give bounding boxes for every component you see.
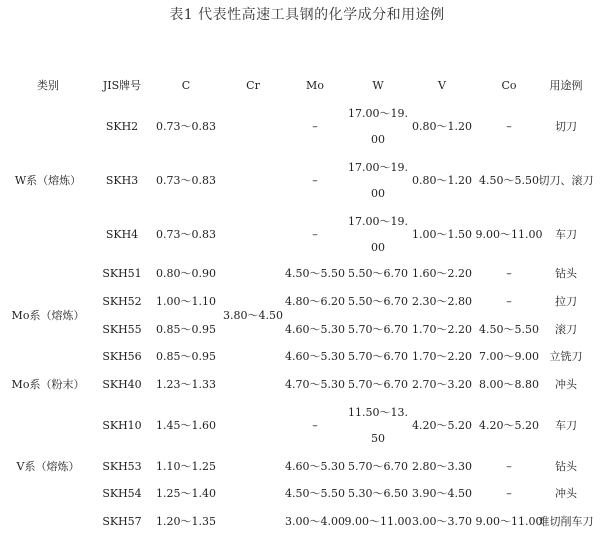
c-cell: 1.00～1.10: [156, 295, 216, 308]
mo-cell: –: [312, 120, 318, 133]
v-cell: 2.80～3.30: [412, 460, 472, 473]
grade-cell: SKH52: [102, 295, 142, 308]
v-cell: 1.70～2.20: [412, 350, 472, 363]
w-cell: 5.30～6.50: [348, 487, 408, 500]
v-cell: 4.20～5.20: [412, 419, 472, 432]
co-cell: 9.00～11.00: [475, 228, 543, 241]
w-cell: 5.70～6.70: [348, 460, 408, 473]
w-cell: 5.70～6.70: [348, 323, 408, 336]
column-header: JIS牌号: [102, 79, 142, 92]
c-cell: 0.85～0.95: [156, 323, 216, 336]
co-cell: –: [506, 460, 512, 473]
column-header: Cr: [246, 79, 260, 92]
use-cell: 钻头: [555, 460, 577, 473]
column-header: 用途例: [549, 79, 583, 92]
column-header: W: [372, 79, 384, 92]
v-cell: 1.00～1.50: [412, 228, 472, 241]
c-cell: 1.10～1.25: [156, 460, 216, 473]
w-cell: 17.00～19.00: [348, 215, 408, 254]
co-cell: 8.00～8.80: [479, 378, 539, 391]
v-cell: 0.80～1.20: [412, 174, 472, 187]
use-cell: 切刀: [555, 120, 577, 133]
grade-cell: SKH57: [102, 515, 142, 528]
category-label: V系（熔炼）: [16, 460, 80, 473]
use-cell: 切刀、滚刀: [538, 174, 594, 187]
use-cell: 车刀: [555, 419, 577, 432]
c-cell: 1.23～1.33: [156, 378, 216, 391]
mo-cell: 4.80～6.20: [285, 295, 345, 308]
mo-cell: 4.60～5.30: [285, 323, 345, 336]
c-cell: 0.85～0.95: [156, 350, 216, 363]
w-cell: 11.50～13.50: [348, 406, 408, 445]
grade-cell: SKH55: [102, 323, 142, 336]
use-cell: 车刀: [555, 228, 577, 241]
co-cell: 7.00～9.00: [479, 350, 539, 363]
mo-cell: 4.50～5.50: [285, 267, 345, 280]
cr-value: 3.80～4.50: [223, 309, 283, 322]
use-cell: 立铣刀: [549, 350, 583, 363]
v-cell: 0.80～1.20: [412, 120, 472, 133]
column-header: Mo: [306, 79, 324, 92]
use-cell: 冲头: [555, 487, 577, 500]
c-cell: 0.73～0.83: [156, 228, 216, 241]
co-cell: –: [506, 487, 512, 500]
column-header: V: [438, 79, 446, 92]
w-cell: 17.00～19.00: [348, 161, 408, 200]
mo-cell: 4.60～5.30: [285, 460, 345, 473]
c-cell: 1.45～1.60: [156, 419, 216, 432]
w-cell: 5.50～6.70: [348, 295, 408, 308]
w-cell: 5.70～6.70: [348, 378, 408, 391]
co-cell: –: [506, 120, 512, 133]
mo-cell: –: [312, 174, 318, 187]
grade-cell: SKH40: [102, 378, 142, 391]
w-cell: 5.70～6.70: [348, 350, 408, 363]
grade-cell: SKH51: [102, 267, 142, 280]
co-cell: 4.50～5.50: [479, 174, 539, 187]
co-cell: 9.00～11.00: [475, 515, 543, 528]
co-cell: –: [506, 267, 512, 280]
mo-cell: 4.70～5.30: [285, 378, 345, 391]
column-header: C: [181, 79, 191, 92]
co-cell: 4.20～5.20: [479, 419, 539, 432]
c-cell: 1.25～1.40: [156, 487, 216, 500]
category-label: Mo系（粉末）: [11, 378, 85, 391]
category-label: Mo系（熔炼）: [11, 309, 85, 322]
mo-cell: –: [312, 419, 318, 432]
mo-cell: 4.50～5.50: [285, 487, 345, 500]
c-cell: 0.80～0.90: [156, 267, 216, 280]
grade-cell: SKH3: [105, 174, 139, 187]
use-cell: 冲头: [555, 378, 577, 391]
co-cell: –: [506, 295, 512, 308]
v-cell: 3.90～4.50: [412, 487, 472, 500]
mo-cell: 3.00～4.00: [285, 515, 345, 528]
v-cell: 3.00～3.70: [412, 515, 472, 528]
grade-cell: SKH4: [105, 228, 139, 241]
v-cell: 2.30～2.80: [412, 295, 472, 308]
column-header: 类别: [37, 79, 59, 92]
c-cell: 0.73～0.83: [156, 120, 216, 133]
w-cell: 9.00～11.00: [344, 515, 412, 528]
use-cell: 钻头: [555, 267, 577, 280]
w-cell: 17.00～19.00: [348, 107, 408, 146]
page-title: 表1 代表性高速工具钢的化学成分和用途例: [169, 7, 445, 23]
c-cell: 0.73～0.83: [156, 174, 216, 187]
c-cell: 1.20～1.35: [156, 515, 216, 528]
v-cell: 2.70～3.20: [412, 378, 472, 391]
use-cell: 难切削车刀: [538, 515, 594, 528]
grade-cell: SKH53: [102, 460, 142, 473]
use-cell: 拉刀: [555, 295, 577, 308]
mo-cell: –: [312, 228, 318, 241]
grade-cell: SKH2: [105, 120, 139, 133]
mo-cell: 4.60～5.30: [285, 350, 345, 363]
use-cell: 滚刀: [555, 323, 577, 336]
category-label: W系（熔炼）: [14, 174, 82, 187]
grade-cell: SKH54: [102, 487, 142, 500]
v-cell: 1.60～2.20: [412, 267, 472, 280]
v-cell: 1.70～2.20: [412, 323, 472, 336]
column-header: Co: [501, 79, 517, 92]
co-cell: 4.50～5.50: [479, 323, 539, 336]
grade-cell: SKH10: [102, 419, 142, 432]
w-cell: 5.50～6.70: [348, 267, 408, 280]
grade-cell: SKH56: [102, 350, 142, 363]
